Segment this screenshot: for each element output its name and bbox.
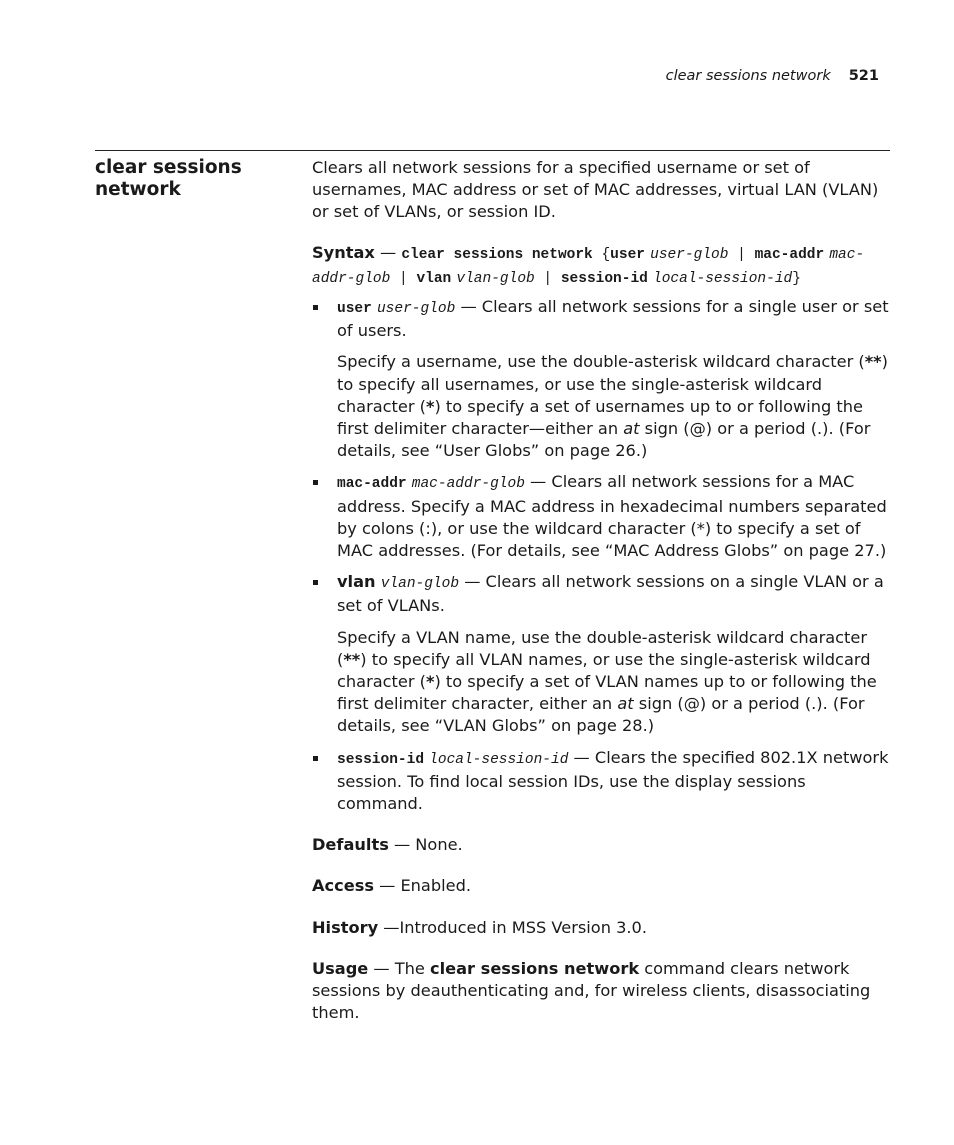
section-heading: clear sessions network — [95, 157, 242, 200]
option-item-mac-addr — [312, 471, 890, 562]
syntax-arg-keyword: vlan — [416, 270, 452, 287]
usage-post: command clears network sessions by deauthenticating and, for wireless clients, disassociating them. — [312, 958, 871, 1023]
running-title: clear sessions network — [665, 68, 831, 84]
syntax-separator: | — [728, 246, 755, 263]
option-variable: local-session-id — [429, 751, 569, 768]
page-number: 521 — [848, 68, 879, 84]
option-description: — Clears all network sessions for a MAC address. Specify a MAC address in hexadecimal numbers separated by colons (:), or use the wildcard character (*) to specify a set of MAC addresses. (For details, see “MAC Address Globs” on page 27.) — [337, 472, 887, 561]
option-item-user — [312, 296, 890, 462]
option-keyword: session-id — [337, 751, 425, 768]
bullet-icon — [313, 580, 318, 585]
syntax-arg-variable: vlan-glob — [456, 270, 535, 287]
syntax-line — [312, 242, 890, 290]
section-body — [312, 157, 890, 1025]
option-variable: mac-addr-glob — [411, 476, 525, 493]
syntax-open-brace: { — [592, 246, 611, 263]
history-section — [312, 917, 890, 939]
syntax-arg-variable: mac-addr-glob — [312, 246, 865, 287]
syntax-options-list — [312, 296, 890, 815]
defaults-section — [312, 834, 890, 856]
option-variable: user-glob — [376, 301, 456, 318]
option-variable: vlan-glob — [380, 576, 460, 593]
syntax-dash: — — [374, 242, 402, 262]
syntax-arg-variable: user-glob — [650, 246, 729, 263]
syntax-command: clear sessions network — [401, 246, 593, 263]
option-keyword: mac-addr — [337, 476, 407, 493]
option-keyword: vlan — [337, 572, 376, 592]
syntax-separator: | — [390, 270, 417, 287]
bullet-icon — [313, 756, 318, 761]
option-item-vlan — [312, 571, 890, 737]
syntax-arg-keyword: user — [610, 246, 645, 263]
history-label: History — [312, 917, 379, 937]
syntax-arg-keyword: session-id — [560, 270, 648, 287]
syntax-label: Syntax — [312, 242, 375, 262]
syntax-arg-variable: local-session-id — [653, 270, 793, 287]
usage-section — [312, 958, 890, 1025]
usage-command: clear sessions network — [430, 958, 640, 978]
access-section — [312, 875, 890, 897]
option-item-session-id — [312, 747, 890, 816]
option-keyword: user — [337, 301, 372, 318]
option-description: — Clears the specified 802.1X network session. To find local session IDs, use the display sessions command. — [337, 747, 889, 814]
access-label: Access — [312, 876, 374, 896]
defaults-label: Defaults — [312, 835, 389, 855]
bullet-icon — [313, 305, 318, 310]
intro-paragraph: Clears all network sessions for a specified username or set of usernames, MAC address or set of MAC addresses, virtual LAN (VLAN) or set of VLANs, or session ID. — [312, 158, 879, 222]
option-detail: Specify a VLAN name, use the double-asterisk wildcard character (**) to specify all VLAN names, or use the single-asterisk wildcard character (*) to specify a set of VLAN names up to or following the first delimiter character, either an at sign (@) or a period (.). (For details, see “VLAN Globs” on page 28.) — [337, 627, 877, 736]
option-description: — Clears all network sessions on a single VLAN or a set of VLANs. — [337, 572, 884, 616]
history-text: —Introduced in MSS Version 3.0. — [378, 917, 647, 937]
usage-pre: — The — [368, 958, 431, 978]
syntax-arg-keyword: mac-addr — [754, 246, 825, 263]
bullet-icon — [313, 480, 318, 485]
section-divider — [95, 150, 890, 151]
syntax-separator: | — [534, 270, 561, 287]
usage-label: Usage — [312, 958, 369, 978]
option-detail: Specify a username, use the double-asterisk wildcard character (**) to specify all usernames, or use the single-asterisk wildcard character (*) to specify a set of usernames up to or following the first delimiter character—either an at sign (@) or a period (.). (For details, see “User Globs” on page 26.) — [337, 352, 888, 461]
option-description: — Clears all network sessions for a single user or set of users. — [337, 297, 889, 341]
defaults-text: — None. — [388, 835, 463, 855]
syntax-close-brace: } — [792, 270, 801, 287]
access-text: — Enabled. — [373, 876, 472, 896]
page-header — [666, 66, 879, 86]
